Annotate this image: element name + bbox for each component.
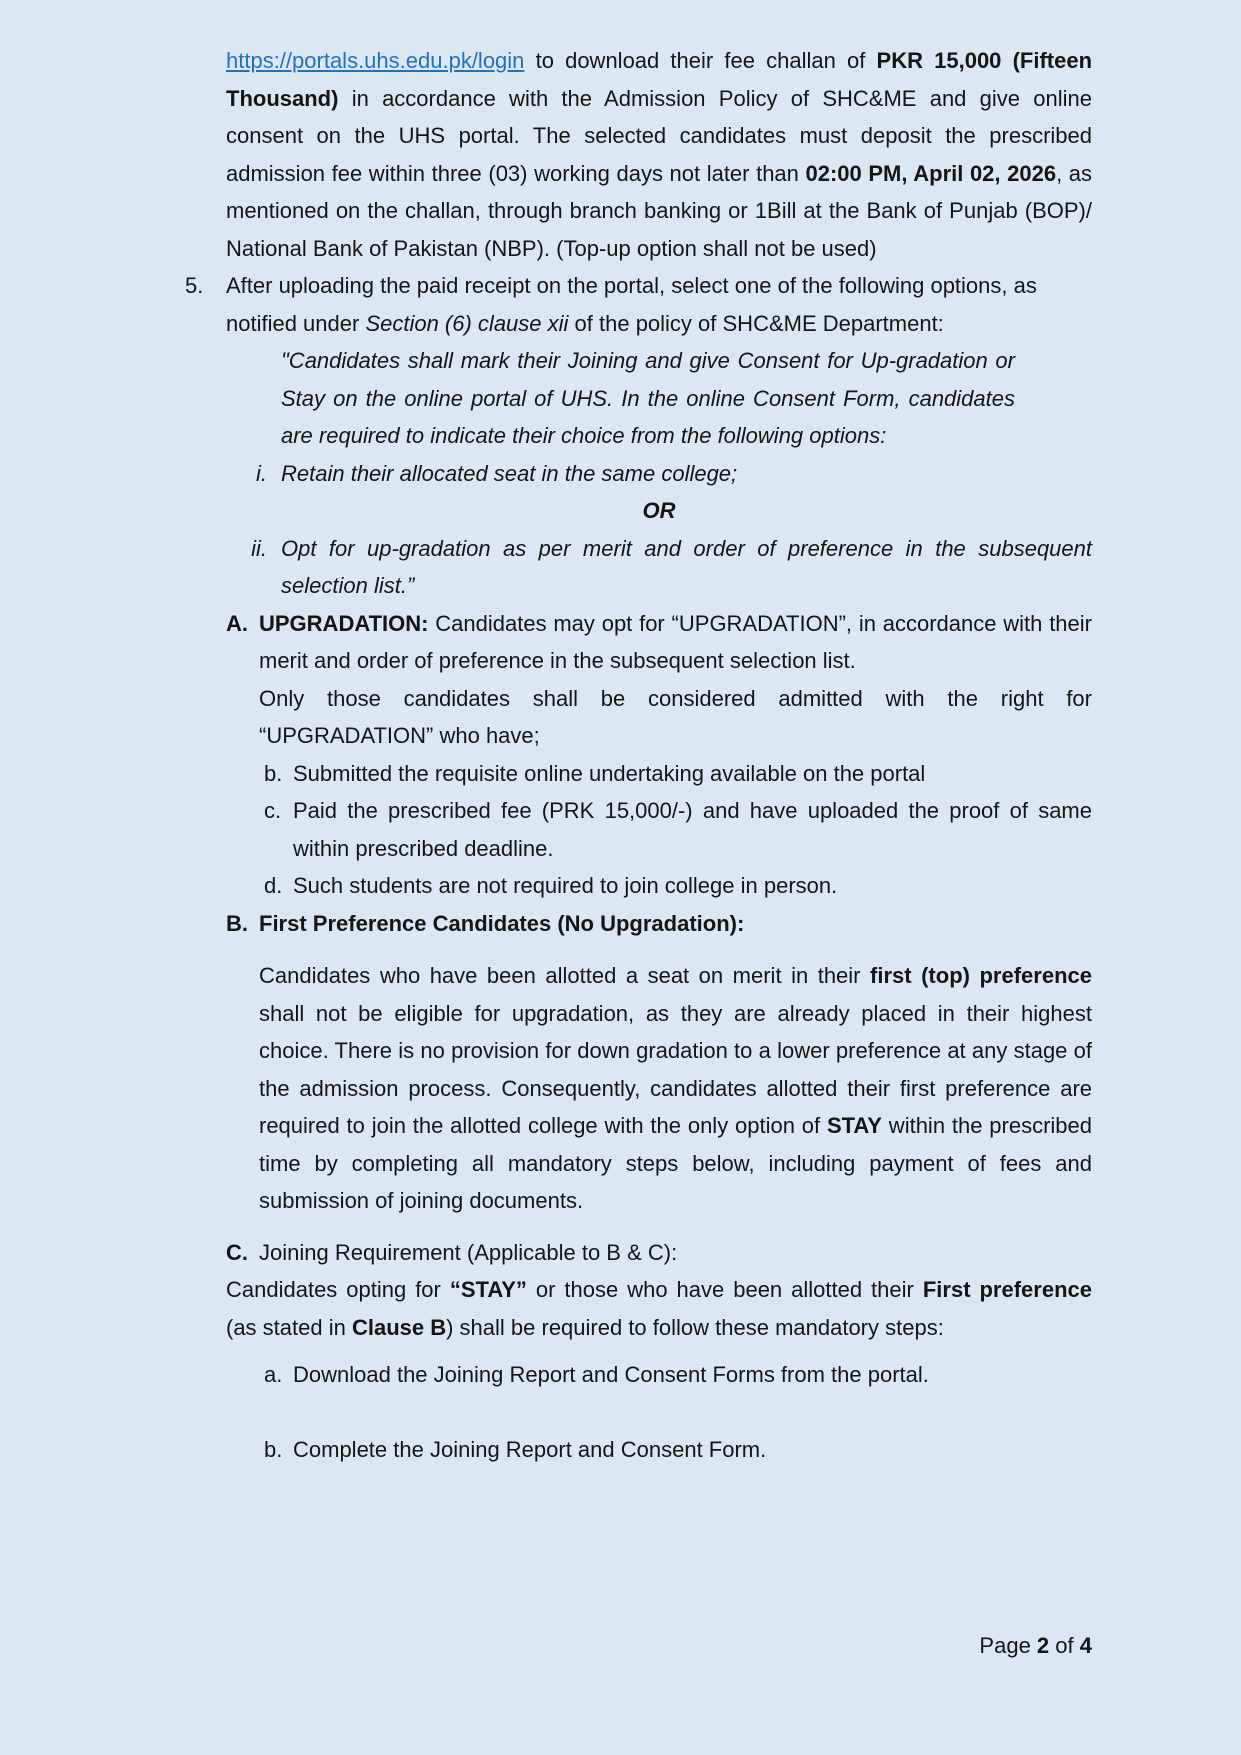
option-i-item — [226, 455, 1092, 493]
section-b-text-2: shall not be eligible for upgradation, as they are already placed in their highest choice. There is no provision for down gradation to a lower preference at any stage of the admission process. Consequently, candidates allotted their first preference are required to join the allotted college with the only option of — [259, 1000, 1092, 1138]
intro-paragraph — [226, 42, 1092, 267]
footer-page-number: 2 — [1036, 1633, 1050, 1658]
section-b-marker: B. — [226, 910, 248, 936]
document-body — [185, 42, 1093, 1468]
sub-item-c — [264, 792, 1092, 867]
intro-text-1: to download their fee challan of — [524, 48, 877, 73]
sub-item-b-marker: b. — [264, 760, 283, 786]
step-item-b — [264, 1431, 1092, 1469]
intro-text-3: , as mentioned on the challan, through branch banking or 1Bill at the Bank of Punjab (BOP)/ National Bank of Pakistan (NBP). (Top-up option shall not be used) — [226, 160, 1092, 261]
section-c-text-2: or those who have been allotted their — [526, 1277, 923, 1302]
section-b-text-3: within the prescribed time by completing all mandatory steps below, including payment of fees and submission of joining documents. — [259, 1113, 1092, 1213]
option-ii-text: Opt for up-gradation as per merit and order of preference in the subsequent selection list.” — [281, 535, 1092, 598]
item-5-text-1: After uploading the paid receipt on the portal, select one of the following options, as notified under — [226, 273, 1037, 336]
step-b-text: Complete the Joining Report and Consent Form. — [293, 1436, 767, 1462]
sub-item-d-text: Such students are not required to join college in person. — [293, 873, 838, 898]
stay-bold: STAY — [826, 1113, 882, 1138]
footer-prefix: Page — [979, 1633, 1037, 1658]
item-5-text — [226, 267, 1092, 342]
section-b-title: First Preference Candidates (No Upgradation): — [259, 910, 745, 936]
sub-item-b-text: Submitted the requisite online undertaking available on the portal — [293, 760, 926, 786]
footer-of: of — [1049, 1633, 1080, 1658]
page-number-footer — [979, 1633, 1092, 1659]
fee-amount-text: PKR 15,000 (Fifteen Thousand) — [226, 48, 1093, 111]
option-ii-item — [226, 530, 1092, 605]
policy-quote-block: "Candidates shall mark their Joining and give Consent for Up-gradation or Stay on the online portal of UHS. In the online Consent Form, candidates are required to indicate their choice from the following options: — [281, 348, 1015, 448]
step-item-a — [264, 1356, 1092, 1394]
step-a-text: Download the Joining Report and Consent Forms from the portal. — [293, 1362, 929, 1387]
item-5-marker: 5. — [185, 273, 204, 298]
section-a-heading — [226, 605, 1092, 680]
step-a-marker: a. — [264, 1362, 283, 1387]
first-preference-bold-2: First preference — [922, 1277, 1092, 1302]
or-separator: OR — [642, 498, 676, 523]
sub-item-c-text: Paid the prescribed fee (PRK 15,000/-) and have uploaded the proof of same within prescribed deadline. — [293, 798, 1092, 861]
clause-b-bold: Clause B — [351, 1314, 447, 1340]
sub-item-d-marker: d. — [264, 873, 283, 898]
option-i-marker: i. — [256, 460, 267, 486]
sub-item-d — [264, 867, 1092, 905]
sub-item-c-marker: c. — [264, 798, 282, 823]
section-a-marker: A. — [226, 610, 248, 636]
intro-text-2: in accordance with the Admission Policy of SHC&ME and give online consent on the UHS portal. The selected candidates must deposit the prescribed admission fee within three (03) working days not later than — [226, 85, 1092, 186]
portal-login-link[interactable]: https://portals.uhs.edu.pk/login — [226, 48, 525, 73]
section-c-title: Joining Requirement (Applicable to B & C): — [259, 1239, 678, 1265]
step-b-marker: b. — [264, 1436, 283, 1462]
section-a-title: UPGRADATION: — [259, 610, 436, 636]
deadline-text: 02:00 PM, April 02, 2026 — [805, 160, 1057, 186]
section-a-body: Candidates may opt for “UPGRADATION”, in accordance with their merit and order of preference in the subsequent selection list. — [259, 610, 1092, 673]
option-ii-marker: ii. — [251, 535, 267, 561]
section-c-text-1: Candidates opting for — [226, 1277, 450, 1302]
first-preference-bold: first (top) preference — [870, 963, 1092, 988]
section-b-text-1: Candidates who have been allotted a seat on merit in their — [259, 963, 871, 988]
section-c-heading — [226, 1234, 1092, 1272]
sub-item-b — [264, 755, 1092, 793]
section-a-text — [259, 605, 1092, 680]
option-i-text: Retain their allocated seat in the same college; — [281, 460, 738, 486]
section-c-paragraph — [226, 1271, 1092, 1346]
section-a-paragraph-2: Only those candidates shall be considered admitted with the right for “UPGRADATION” who have; — [259, 685, 1092, 748]
stay-quoted-bold: “STAY” — [449, 1277, 527, 1302]
item-5-text-2: of the policy of SHC&ME Department: — [568, 310, 944, 336]
policy-clause-ref: Section (6) clause xii — [365, 310, 569, 336]
section-c-marker: C. — [226, 1239, 248, 1265]
section-b-heading — [226, 905, 1092, 943]
section-c-text-3: (as stated in — [226, 1314, 352, 1340]
list-item-5 — [185, 267, 1092, 342]
footer-total-pages: 4 — [1079, 1633, 1092, 1658]
section-b-paragraph — [259, 957, 1092, 1220]
section-c-text-4: ) shall be required to follow these mandatory steps: — [446, 1314, 944, 1340]
